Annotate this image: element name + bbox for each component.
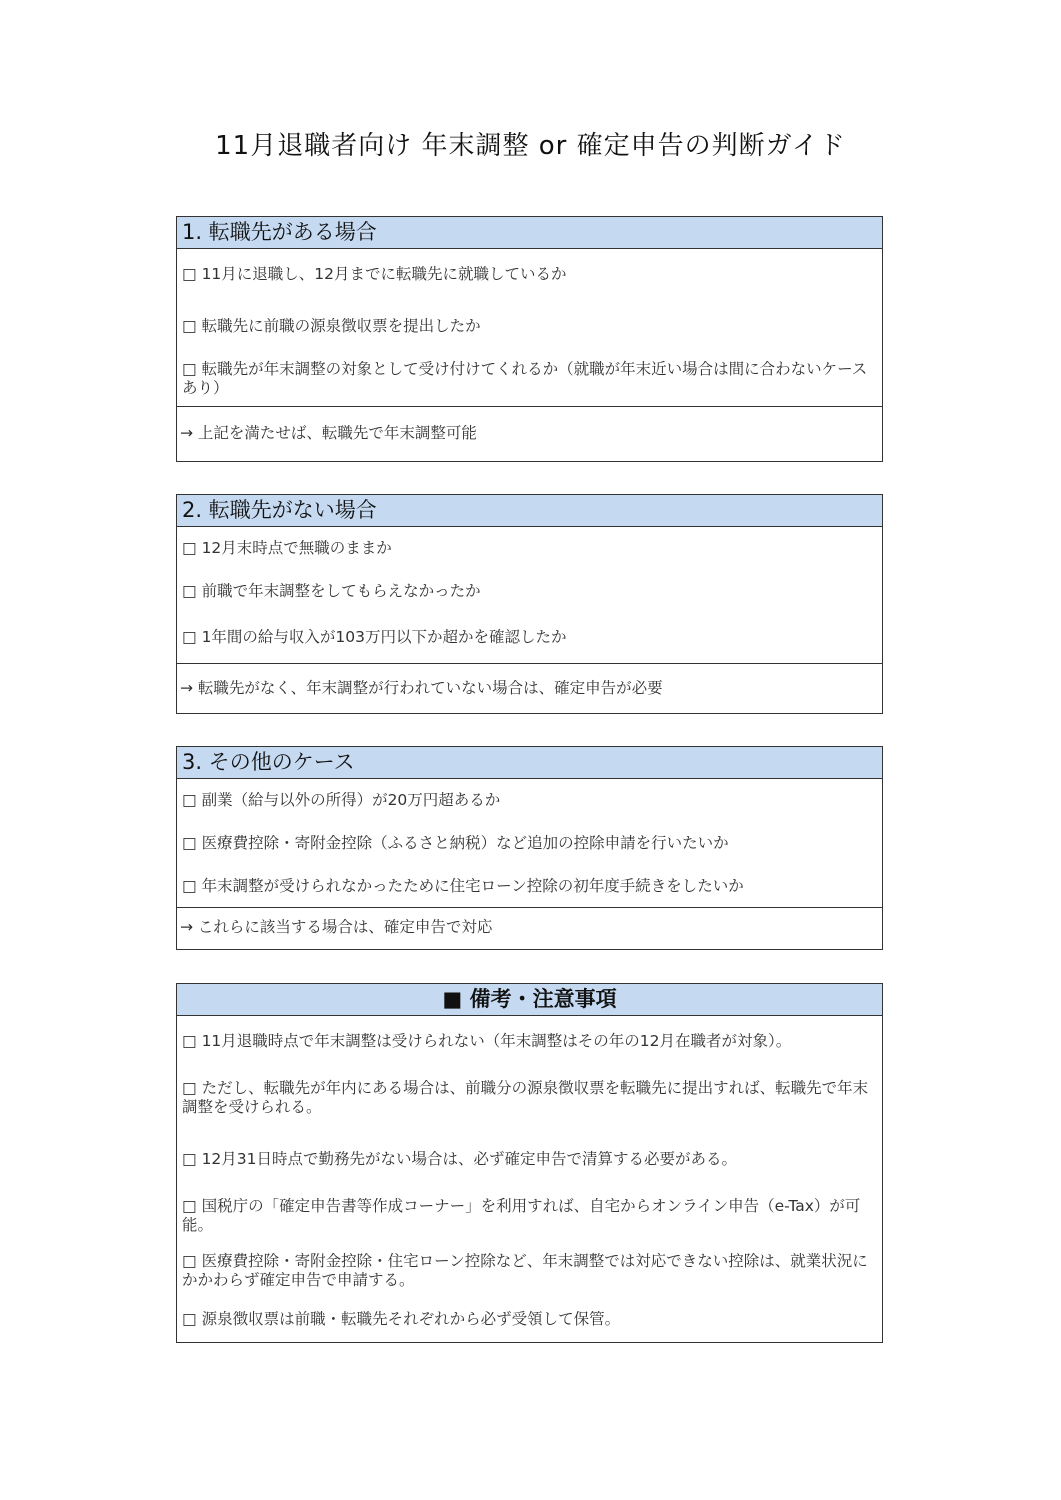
section-3-heading: 3. その他のケース: [177, 747, 882, 779]
section-1-conclusion: → 上記を満たせば、転職先で年末調整可能: [180, 424, 477, 442]
section-3-item-1: □ 副業（給与以外の所得）が20万円超あるか: [182, 791, 501, 809]
section-1-heading: 1. 転職先がある場合: [177, 217, 882, 249]
section-3-conclusion: → これらに該当する場合は、確定申告で対応: [180, 918, 493, 936]
notes-item-6: □ 源泉徴収票は前職・転職先それぞれから必ず受領して保管。: [182, 1310, 621, 1328]
section-1-divider: [177, 406, 882, 407]
section-1-box: [176, 216, 883, 462]
section-2-item-3: □ 1年間の給与収入が103万円以下か超かを確認したか: [182, 628, 567, 646]
section-1-item-2: □ 転職先に前職の源泉徴収票を提出したか: [182, 317, 481, 335]
notes-heading: ■ 備考・注意事項: [177, 984, 882, 1016]
section-3-box: [176, 746, 883, 950]
notes-item-3: □ 12月31日時点で勤務先がない場合は、必ず確定申告で清算する必要がある。: [182, 1150, 738, 1168]
section-1-item-1: □ 11月に退職し、12月までに転職先に就職しているか: [182, 265, 567, 283]
section-3-item-3: □ 年末調整が受けられなかったために住宅ローン控除の初年度手続きをしたいか: [182, 877, 744, 895]
section-2-divider: [177, 663, 882, 664]
notes-box: [176, 983, 883, 1343]
section-2-conclusion: → 転職先がなく、年末調整が行われていない場合は、確定申告が必要: [180, 679, 663, 697]
notes-item-4: □ 国税庁の「確定申告書等作成コーナー」を利用すれば、自宅からオンライン申告（e-Tax）が可能。: [182, 1197, 861, 1234]
notes-item-5: □ 医療費控除・寄附金控除・住宅ローン控除など、年末調整では対応できない控除は、就業状況にかかわらず確定申告で申請する。: [182, 1252, 868, 1289]
section-2-item-1: □ 12月末時点で無職のままか: [182, 539, 392, 557]
section-2-box: [176, 494, 883, 714]
notes-item-2: □ ただし、転職先が年内にある場合は、前職分の源泉徴収票を転職先に提出すれば、転職先で年末調整を受けられる。: [182, 1079, 869, 1116]
notes-item-1: □ 11月退職時点で年末調整は受けられない（年末調整はその年の12月在職者が対象）。: [182, 1032, 792, 1050]
section-3-divider: [177, 907, 882, 908]
section-2-heading: 2. 転職先がない場合: [177, 495, 882, 527]
section-1-item-3: □ 転職先が年末調整の対象として受け付けてくれるか（就職が年末近い場合は間に合わないケースあり）: [182, 360, 868, 397]
page-title: 11月退職者向け 年末調整 or 確定申告の判断ガイド: [215, 131, 846, 161]
section-2-item-2: □ 前職で年末調整をしてもらえなかったか: [182, 582, 481, 600]
section-3-item-2: □ 医療費控除・寄附金控除（ふるさと納税）など追加の控除申請を行いたいか: [182, 834, 729, 852]
